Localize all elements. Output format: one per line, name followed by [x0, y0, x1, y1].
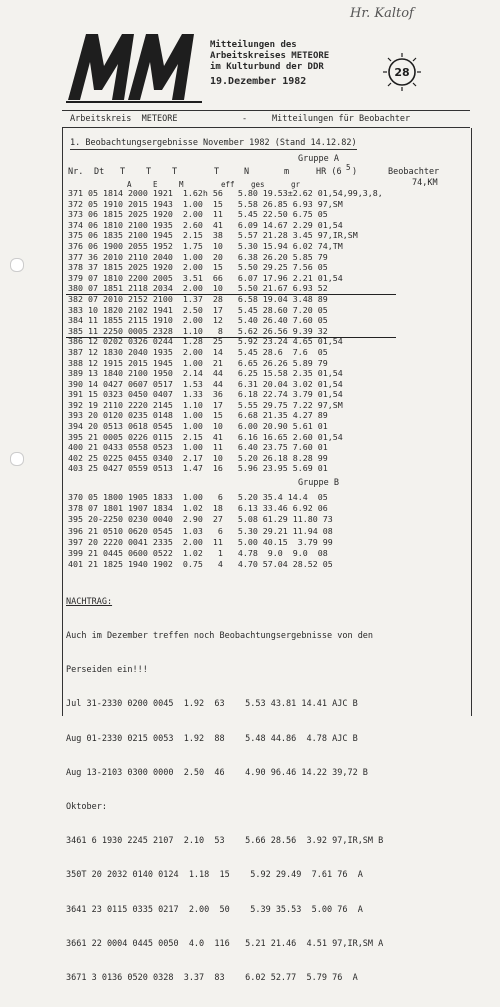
nachtrag-row: Jul 31-2330 0200 0045 1.92 63 5.53 43.81 14.41 AJC B [66, 699, 358, 710]
table-row: 389 13 1840 2100 1950 2.14 44 6.25 15.58 2.35 01,54 [68, 368, 343, 379]
table-row: 403 25 0427 0559 0513 1.47 16 5.96 23.95 5.69 01 [68, 463, 328, 474]
table-row: 379 07 1810 2200 2005 3.51 66 6.07 17.96 2.21 01,54 [68, 272, 343, 283]
badge-number: 28 [394, 66, 410, 79]
table-row: 396 21 0510 0620 0545 1.03 6 5.30 29.21 11.94 08 [68, 525, 333, 536]
table-row: 371 05 1814 2000 1921 1.62h 56 5.80 19.53±2.62 01,54,99,3,8, [68, 188, 383, 198]
table-row: 390 14 0427 0607 0517 1.53 44 6.31 20.04 3.02 01,54 [68, 378, 343, 389]
subheader-right: Mitteilungen für Beobachter [272, 114, 411, 124]
col-beobachter-2: 74,KM [412, 178, 438, 188]
oktober-row: 3461 6 1930 2245 2107 2.10 53 5.66 28.56 3.92 97,IR,SM B [66, 836, 384, 847]
table-row: 391 15 0323 0450 0407 1.33 36 6.18 22.74 3.79 01,54 [68, 389, 343, 400]
table-row: 374 06 1810 2100 1935 2.60 41 6.09 14.67 2.29 01,54 [68, 219, 343, 230]
table-row: 386 12 0202 0326 0244 1.28 25 5.92 23.24 4.65 01,54 [68, 336, 343, 347]
group-b-label: Gruppe B [298, 478, 339, 488]
punch-hole [10, 258, 24, 272]
table-row: 370 05 1800 1905 1833 1.00 6 5.20 35.4 14.4 05 [68, 492, 328, 502]
subheader-left: Arbeitskreis METEORE [70, 114, 178, 124]
col-dt: Dt [94, 167, 105, 177]
table-row: 400 21 0433 0558 0523 1.00 11 6.40 23.75 7.60 01 [68, 442, 328, 453]
col-ta-sub: A [127, 180, 132, 189]
col-hr: HR (6 [316, 167, 342, 177]
table-row: 394 20 0513 0618 0545 1.00 10 6.00 20.90 5.61 01 [68, 421, 328, 432]
col-teff-sub: eff [221, 180, 235, 189]
underline-rule [66, 337, 396, 338]
table-row: 384 11 1855 2115 1910 2.00 12 5.40 26.40 7.60 05 [68, 315, 328, 326]
header-line-1: Mitteilungen des [210, 40, 297, 50]
subheader [62, 110, 470, 128]
col-te: T [146, 167, 152, 177]
oktober-label: Oktober: [66, 802, 107, 813]
table-row: 402 25 0225 0455 0340 2.17 10 5.20 26.18 8.28 99 [68, 452, 328, 463]
col-tm-sub: M [179, 180, 184, 189]
punch-hole [10, 452, 24, 466]
nachtrag-text: Auch im Dezember treffen noch Beobachtungsergebnisse von den [66, 631, 374, 642]
col-hr-sub: 5 [346, 163, 351, 172]
col-tm: T [172, 167, 178, 177]
nachtrag-label: NACHTRAG: [66, 596, 113, 607]
table-row: 399 21 0445 0600 0522 1.02 1 4.78 9.0 9.0 08 [68, 547, 328, 558]
nachtrag-block [66, 574, 383, 1007]
table-row: 392 19 2110 2220 2145 1.10 17 5.55 29.75 7.22 97,SM [68, 399, 343, 410]
table-row: 393 20 0120 0235 0148 1.00 15 6.68 21.35 4.27 89 [68, 410, 328, 421]
handwritten-note: Hr. Kaltof [350, 6, 414, 21]
oktober-row: 3641 23 0115 0335 0217 2.00 50 5.39 35.53 5.00 76 A [66, 904, 363, 915]
table-row: 401 21 1825 1940 1902 0.75 4 4.70 57.04 28.52 05 [68, 559, 333, 570]
table-row: 387 12 1830 2040 1935 2.00 14 5.45 28.6 7.6 05 [68, 346, 328, 357]
newsletter-header [60, 24, 470, 110]
nachtrag-text: Perseiden ein!!! [66, 665, 148, 676]
group-a-label: Gruppe A [298, 154, 339, 164]
col-nges: N [244, 167, 250, 177]
col-teff: T [214, 167, 220, 177]
section-title: 1. Beobachtungsergebnisse November 1982 (Stand 14.12.82) [70, 138, 357, 148]
oktober-row: 3671 3 0136 0520 0328 3.37 83 6.02 52.77 5.79 76 A [66, 973, 358, 984]
table-row: 378 07 1801 1907 1834 1.02 18 6.13 33.46 6.92 06 [68, 503, 328, 514]
table-row: 397 20 2220 0041 2335 2.00 11 5.00 40.15 3.79 99 [68, 536, 333, 547]
col-mgr-sub: gr [291, 180, 301, 189]
col-te-sub: E [153, 180, 158, 189]
table-row: 373 06 1815 2025 1920 2.00 11 5.45 22.50 6.75 05 [68, 209, 328, 220]
oktober-row: 3661 22 0004 0445 0050 4.0 116 5.21 21.46 4.51 97,IR,SM A [66, 938, 384, 949]
col-nges-sub: ges [251, 180, 265, 189]
underline-rule [66, 294, 396, 295]
mm-logo-icon [64, 28, 204, 104]
table-row: 382 07 2010 2152 2100 1.37 28 6.58 19.04 3.48 89 [68, 293, 328, 304]
table-row: 372 05 1910 2015 1943 1.00 15 5.58 26.85 6.93 97,SM [68, 198, 343, 209]
table-row: 377 36 2010 2110 2040 1.00 20 6.38 26.20 5.85 79 [68, 251, 328, 262]
col-beobachter: Beobachter [388, 167, 440, 177]
table-row: 388 12 1915 2015 1945 1.00 21 6.65 26.26 5.89 79 [68, 357, 328, 368]
header-date: 19.Dezember 1982 [210, 76, 307, 87]
table-row: 385 11 2250 0005 2328 1.10 8 5.62 26.56 9.39 32 [68, 325, 328, 336]
table-row: 395 20-2250 0230 0040 2.90 27 5.08 61.29 11.80 73 [68, 514, 333, 525]
nachtrag-row: Aug 01-2330 0215 0053 1.92 88 5.48 44.86 4.78 AJC B [66, 733, 358, 744]
nachtrag-row: Aug 13-2103 0300 0000 2.50 46 4.90 96.46 14.22 39,72 B [66, 767, 368, 778]
table-row: 376 06 1900 2055 1952 1.75 10 5.30 15.94 6.02 74,TM [68, 240, 343, 251]
col-nr: Nr. [68, 167, 84, 177]
table-row: 378 37 1815 2025 1920 2.00 15 5.50 29.25 7.56 05 [68, 262, 328, 273]
header-line-3: im Kulturbund der DDR [210, 62, 324, 72]
col-mgr: m [284, 167, 290, 177]
table-row: 395 21 0005 0226 0115 2.15 41 6.16 16.65 2.60 01,54 [68, 431, 343, 442]
table-row: 383 10 1820 2102 1941 2.50 17 5.45 28.60 7.20 05 [68, 304, 328, 315]
col-ta: T [120, 167, 126, 177]
table-row: 375 06 1835 2100 1945 2.15 38 5.57 21.28 3.45 97,IR,SM [68, 230, 358, 241]
subheader-dash: - [242, 114, 248, 124]
col-hr-close: ) [352, 167, 358, 177]
header-line-2: Arbeitskreises METEORE [210, 51, 330, 61]
table-row: 380 07 1851 2118 2034 2.00 10 5.50 21.67 6.93 52 [68, 283, 328, 294]
group-b-table [68, 492, 333, 570]
sun-badge-icon [382, 52, 422, 92]
group-a-table [68, 188, 383, 474]
oktober-row: 350T 20 2032 0140 0124 1.18 15 5.92 29.49 7.61 76 A [66, 870, 363, 881]
